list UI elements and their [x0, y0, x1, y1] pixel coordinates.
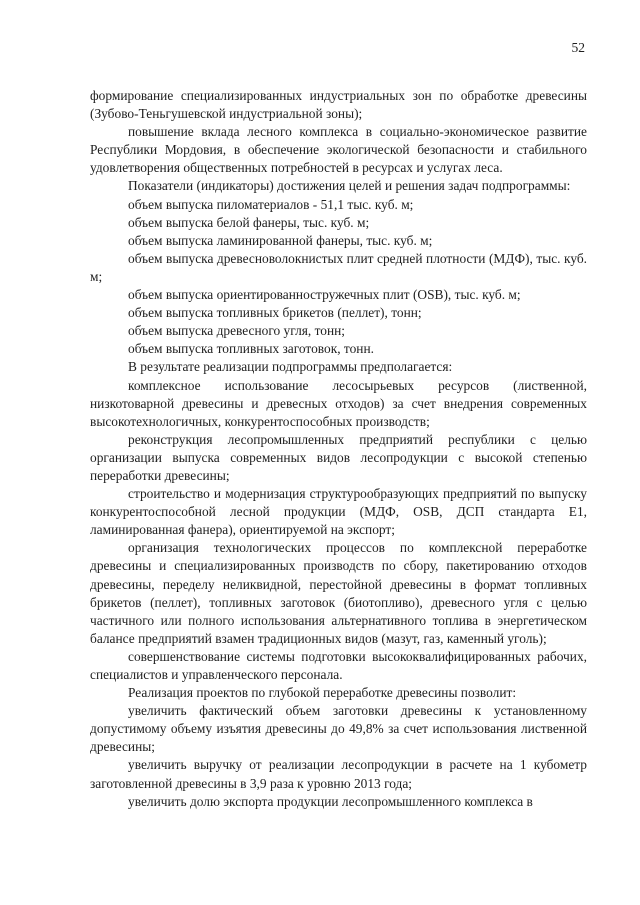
paragraph: объем выпуска белой фанеры, тыс. куб. м; — [128, 214, 370, 230]
paragraph: В результате реализации подпрограммы предполагается: — [128, 359, 453, 375]
paragraph: объем выпуска топливных заготовок, тонн. — [128, 341, 374, 357]
paragraph: строительство и модернизация структурообразующих предприятий по выпуску конкурентоспособной лесной продукции (МДФ, OSB, ДСП стандарта Е1, ламинированная фанера), ориентируемой на экспорт; — [90, 486, 587, 538]
paragraph: объем выпуска ориентированностружечных плит (OSB), тыс. куб. м; — [128, 287, 521, 303]
paragraph: объем выпуска топливных брикетов (пеллет), тонн; — [128, 305, 422, 321]
paragraph: Реализация проектов по глубокой переработке древесины позволит: — [128, 685, 517, 701]
paragraph: объем выпуска древесноволокнистых плит средней плотности (МДФ), тыс. куб. м; — [90, 250, 587, 284]
paragraph: реконструкция лесопромышленных предприятий республики с целью организации выпуска современных видов лесопродукции с высокой степенью переработки древесины; — [90, 431, 587, 483]
paragraph: комплексное использование лесосырьевых ресурсов (лиственной, низкотоварной древесины и древесных отходов) за счет внедрения современных высокотехнологичных, конкурентоспособных производств; — [90, 377, 587, 429]
page-number: 52 — [571, 40, 585, 55]
paragraph: объем выпуска пиломатериалов - 51,1 тыс. куб. м; — [128, 196, 414, 212]
paragraph: Показатели (индикаторы) достижения целей и решения задач подпрограммы: — [128, 178, 571, 194]
paragraph: увеличить долю экспорта продукции лесопромышленного комплекса в — [128, 793, 533, 809]
paragraph: увеличить фактический объем заготовки древесины к установленному допустимому объему изъятия древесины до 49,8% за счет использования лиственной древесины; — [90, 703, 587, 755]
paragraph: организация технологических процессов по комплексной переработке древесины и специализированных производств по сбору, пакетированию отходов древесины, переделу неликвидной, перестойной древесины в формат топливных брикетов (пеллет), топливных заготовок (биотопливо), древесного угля с целью частичного или полного использования альтернативного топлива в энергетическом балансе предприятий взамен традиционных видов (мазут, газ, каменный уголь); — [90, 540, 587, 646]
paragraph: увеличить выручку от реализации лесопродукции в расчете на 1 кубометр заготовленной древесины в 3,9 раза к уровню 2013 года; — [90, 757, 587, 791]
paragraph: совершенствование системы подготовки высококвалифицированных рабочих, специалистов и управленческого персонала. — [90, 648, 587, 682]
paragraph: объем выпуска ламинированной фанеры, тыс. куб. м; — [128, 232, 433, 248]
body-text — [90, 87, 587, 811]
paragraph: объем выпуска древесного угля, тонн; — [128, 323, 346, 339]
paragraph: формирование специализированных индустриальных зон по обработке древесины (Зубово-Теньгушевской индустриальной зоны); — [90, 88, 587, 122]
paragraph: повышение вклада лесного комплекса в социально-экономическое развитие Республики Мордовия, в обеспечение экологической безопасности и стабильного удовлетворения общественных потребностей в ресурсах и услугах леса. — [90, 124, 587, 176]
